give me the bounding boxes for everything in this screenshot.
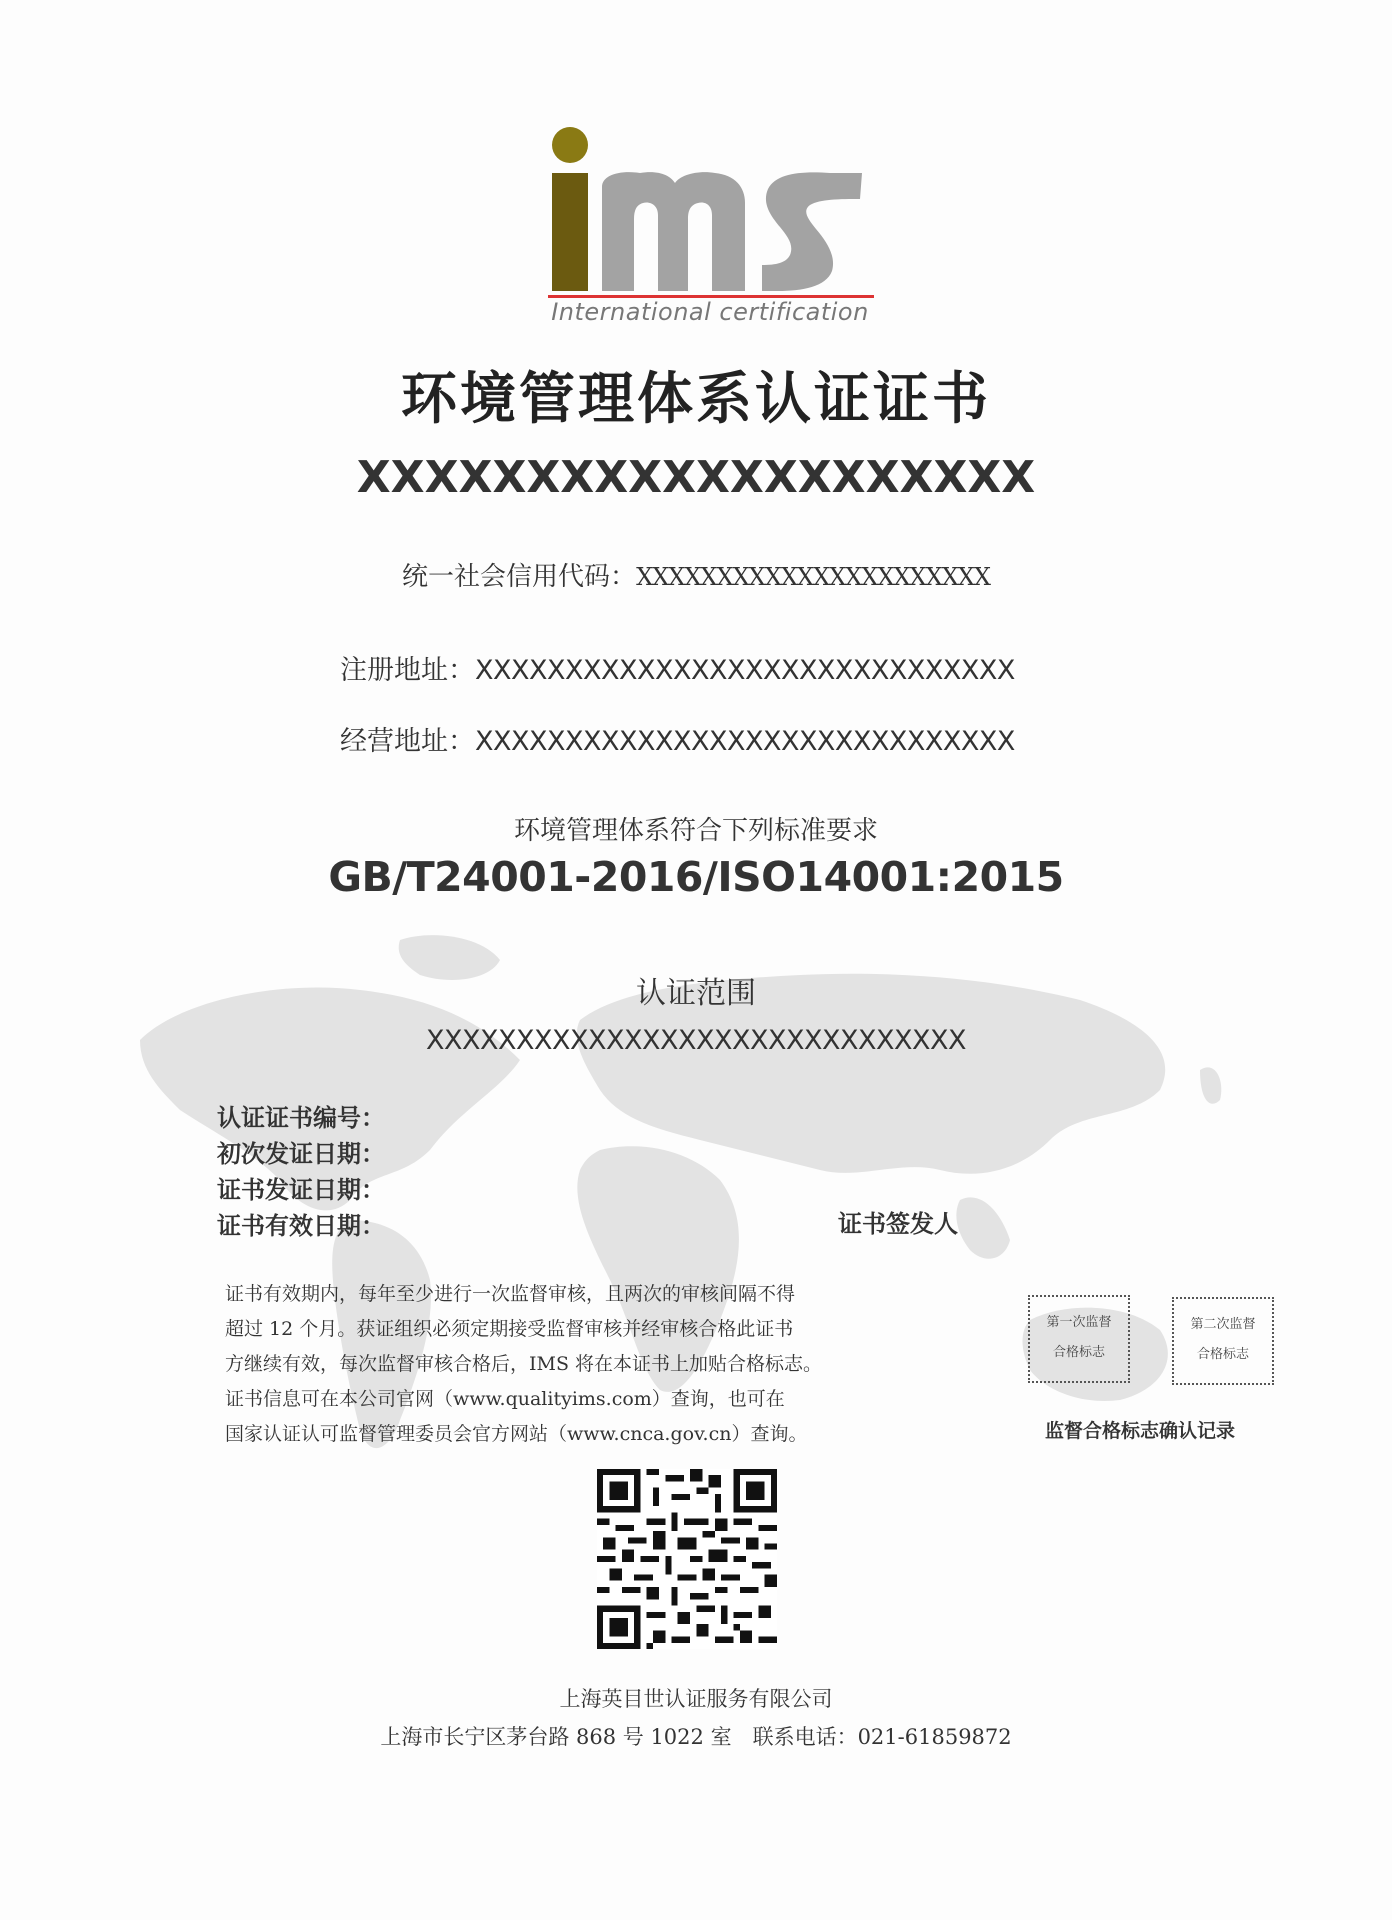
logo-s — [762, 172, 862, 291]
notice-line: 方继续有效，每次监督审核合格后，IMS 将在本证书上加贴合格标志。 — [225, 1353, 823, 1375]
scope-title: 认证范围 — [636, 976, 756, 1011]
notice-line: 证书有效期内，每年至少进行一次监督审核，且两次的审核间隔不得 — [225, 1283, 796, 1305]
issuer-address: 上海市长宁区茅台路 868 号 1022 室 联系电话：021-61859872 — [380, 1725, 1012, 1749]
signer-label: 证书签发人 — [838, 1210, 958, 1238]
standard-code: GB/T24001-2016/ISO14001:2015 — [328, 853, 1064, 901]
notice-line: 国家认证认可监督管理委员会官方网站（www.cnca.gov.cn）查询。 — [225, 1423, 808, 1445]
stamp-label: 第一次监督 — [1046, 1315, 1112, 1330]
business-address-row — [340, 719, 1015, 758]
registered-address-label: 注册地址： — [340, 655, 475, 686]
logo-i — [552, 173, 588, 291]
second-surveillance-stamp-box — [1172, 1297, 1274, 1385]
notice-text — [225, 1277, 885, 1452]
registered-address-value: XXXXXXXXXXXXXXXXXXXXXXXXXXXXXX — [475, 655, 1015, 686]
first-issue-label: 初次发证日期： — [217, 1140, 385, 1168]
qr-code — [597, 1469, 777, 1649]
certificate-fields — [217, 1100, 385, 1244]
standard-lead: 环境管理体系符合下列标准要求 — [513, 816, 878, 846]
business-address-value: XXXXXXXXXXXXXXXXXXXXXXXXXXXXXX — [475, 726, 1015, 757]
logo-subtitle: International certification — [551, 298, 869, 326]
stamp-label: 合格标志 — [1052, 1345, 1105, 1360]
logo-m — [602, 172, 745, 291]
issuer-name: 上海英目世认证服务有限公司 — [559, 1687, 833, 1711]
notice-line: 超过 12 个月。获证组织必须定期接受监督审核并经审核合格此证书 — [225, 1318, 794, 1340]
credit-code-label: 统一社会信用代码： — [402, 562, 637, 592]
expiry-date-label: 证书有效日期： — [217, 1212, 385, 1240]
credit-code-row — [0, 556, 1392, 593]
credit-code-value: XXXXXXXXXXXXXXXXXXXXXX — [636, 563, 990, 591]
business-address-label: 经营地址： — [340, 726, 475, 757]
first-surveillance-stamp-box — [1028, 1295, 1130, 1383]
notice-line: 证书信息可在本公司官网（www.qualityims.com）查询，也可在 — [225, 1388, 785, 1410]
issue-date-label: 证书发证日期： — [217, 1176, 385, 1204]
surveillance-record-label: 监督合格标志确认记录 — [1045, 1420, 1236, 1442]
scope-value: XXXXXXXXXXXXXXXXXXXXXXXXXXXXXX — [426, 1025, 966, 1056]
stamp-label: 合格标志 — [1196, 1347, 1249, 1362]
registered-address-row — [340, 648, 1015, 687]
stamp-label: 第二次监督 — [1190, 1317, 1256, 1332]
company-name: XXXXXXXXXXXXXXXXXXXX — [356, 452, 1036, 503]
logo-dot — [552, 127, 588, 163]
cert-no-label: 认证证书编号： — [217, 1104, 385, 1132]
certificate-title: 环境管理体系认证证书 — [401, 367, 991, 432]
